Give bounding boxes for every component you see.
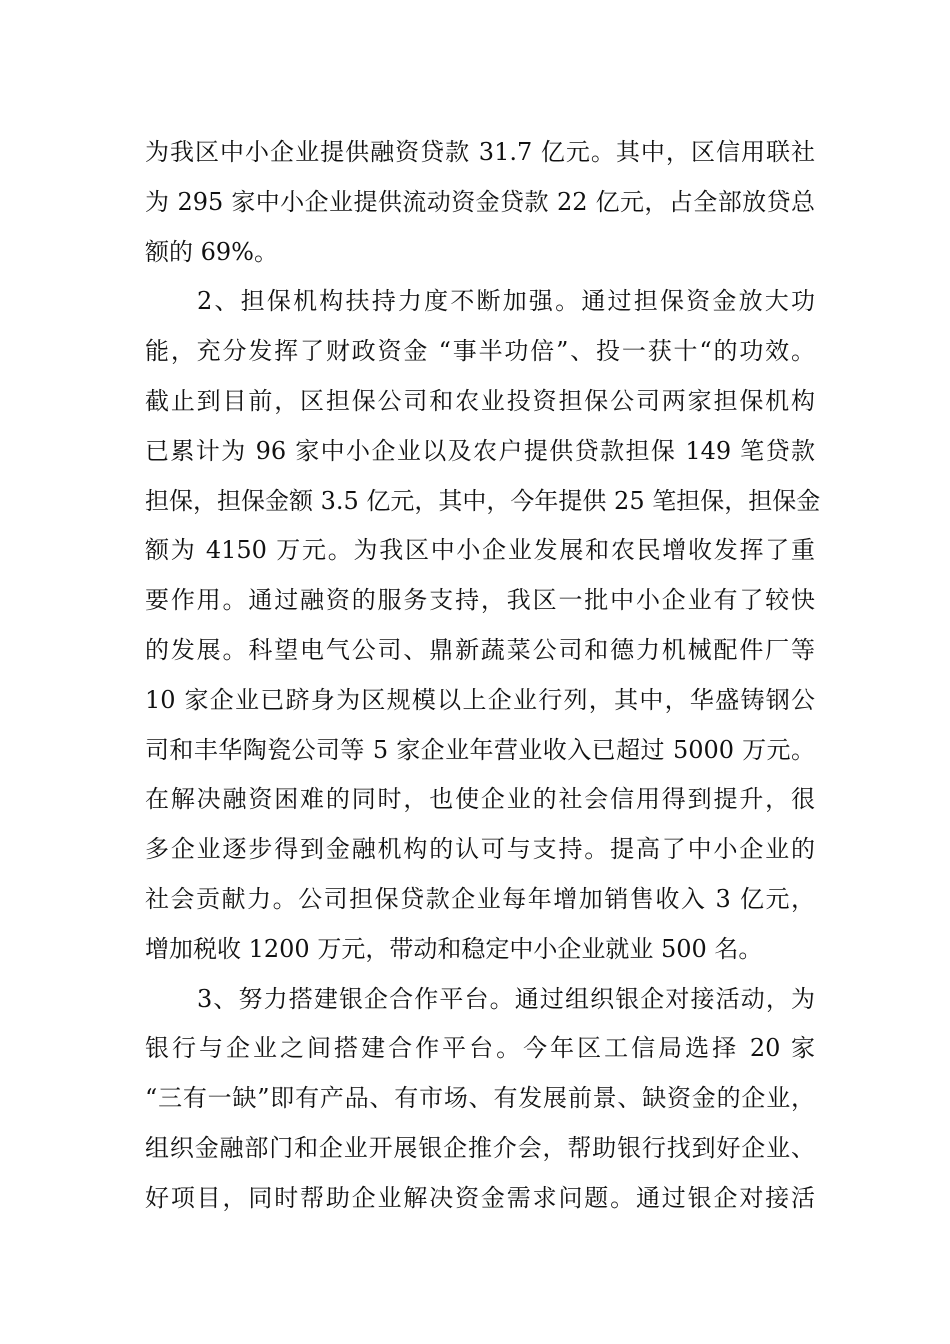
paragraph-start-line: 2、担保机构扶持力度不断加强。通过担保资金放大功 [197, 287, 815, 316]
text-line: 组织金融部门和企业开展银企推介会，帮助银行找到好企业、 [145, 1133, 815, 1162]
text-line: 10 家企业已跻身为区规模以上企业行列，其中，华盛铸钢公 [145, 685, 815, 714]
body-text [145, 128, 821, 1224]
text-line: 社会贡献力。公司担保贷款企业每年增加销售收入 3 亿元， [145, 884, 815, 913]
text-line: 能，充分发挥了财政资金 “事半功倍”、投一获十“的功效。 [145, 337, 815, 366]
text-line: 额的 69%。 [145, 237, 278, 266]
text-line: “三有一缺”即有产品、有市场、有发展前景、缺资金的企业， [145, 1084, 815, 1113]
text-line: 好项目，同时帮助企业解决资金需求问题。通过银企对接活 [145, 1183, 815, 1212]
text-line: 已累计为 96 家中小企业以及农户提供贷款担保 149 笔贷款 [145, 436, 815, 465]
text-line: 司和丰华陶瓷公司等 5 家企业年营业收入已超过 5000 万元。 [145, 735, 815, 764]
text-line: 在解决融资困难的同时，也使企业的社会信用得到提升，很 [145, 785, 815, 814]
text-line: 增加税收 1200 万元，带动和稳定中小企业就业 500 名。 [145, 934, 763, 963]
text-line: 担保，担保金额 3.5 亿元，其中，今年提供 25 笔担保，担保金 [145, 486, 821, 515]
text-line: 银行与企业之间搭建合作平台。今年区工信局选择 20 家 [145, 1034, 815, 1063]
text-line: 额为 4150 万元。为我区中小企业发展和农民增收发挥了重 [145, 536, 815, 565]
text-line: 为我区中小企业提供融资贷款 31.7 亿元。其中，区信用联社 [145, 138, 815, 166]
text-line: 多企业逐步得到金融机构的认可与支持。提高了中小企业的 [145, 835, 815, 864]
text-line: 要作用。通过融资的服务支持，我区一批中小企业有了较快 [145, 586, 815, 615]
paragraph-start-line: 3、努力搭建银企合作平台。通过组织银企对接活动，为 [197, 984, 815, 1013]
text-line: 的发展。科望电气公司、鼎新蔬菜公司和德力机械配件厂等 [145, 635, 815, 664]
text-line: 截止到目前，区担保公司和农业投资担保公司两家担保机构 [145, 386, 815, 415]
text-line: 为 295 家中小企业提供流动资金贷款 22 亿元，占全部放贷总 [145, 187, 815, 216]
